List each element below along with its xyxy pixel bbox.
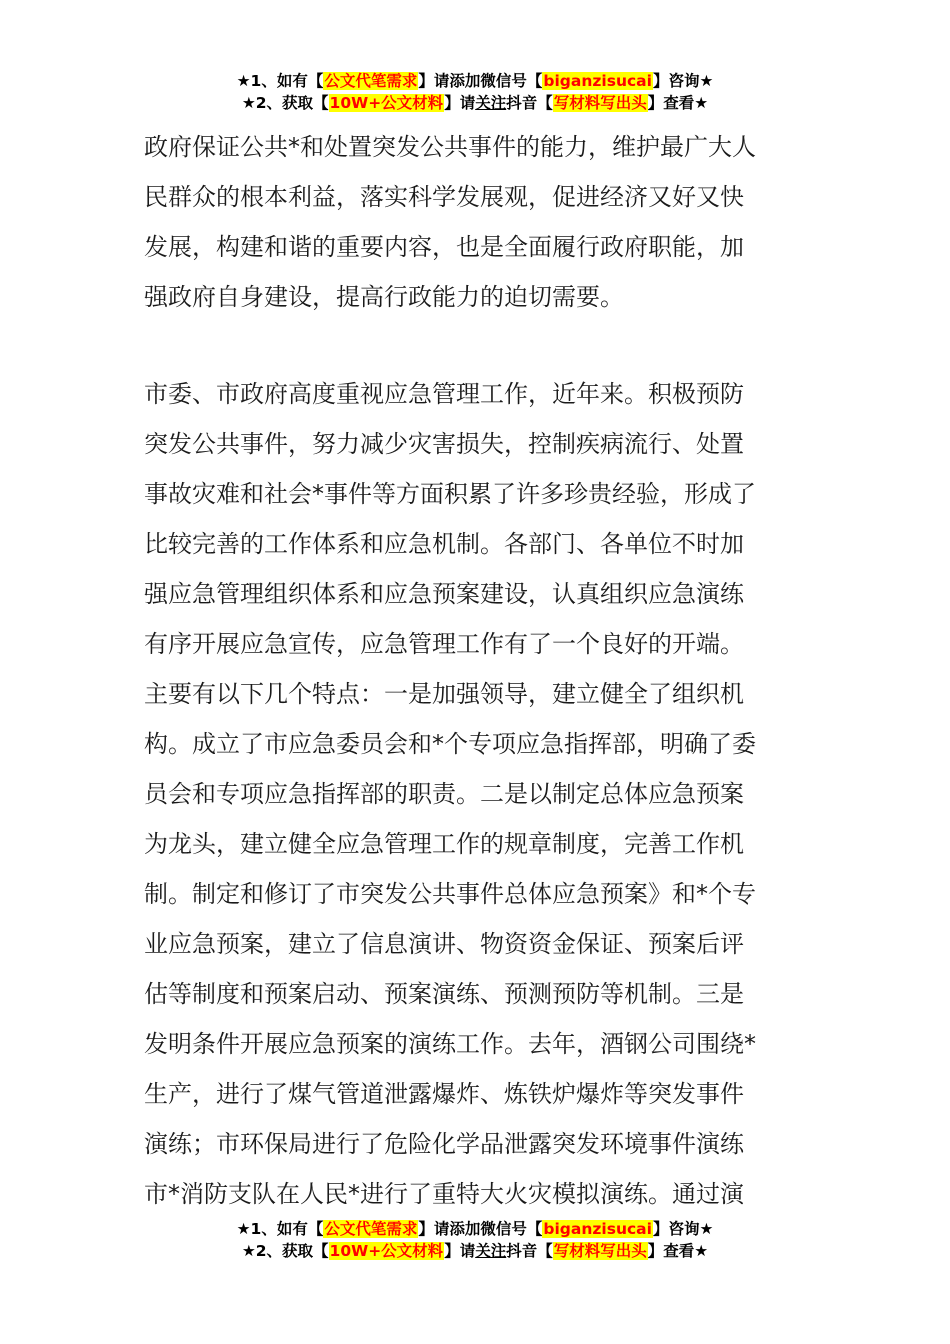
banner-text: 】请 bbox=[444, 1242, 476, 1260]
text-line: 民群众的根本利益，落实科学发展观，促进经济又好又快 bbox=[144, 183, 744, 211]
banner-text: 微信号【 bbox=[480, 1220, 543, 1238]
paragraph-1 bbox=[144, 122, 808, 322]
text-line: 有序开展应急宣传，应急管理工作有了一个良好的开端。 bbox=[144, 630, 744, 658]
text-line: 生产，进行了煤气管道泄露爆炸、炼铁炉爆炸等突发事件 bbox=[144, 1080, 744, 1108]
banner-highlight: biganzisucai bbox=[543, 1220, 652, 1238]
text-line: 发展，构建和谐的重要内容，也是全面履行政府职能，加 bbox=[144, 233, 744, 261]
banner-text: ★2、获取【 bbox=[241, 1242, 329, 1260]
text-line: 突发公共事件，努力减少灾害损失，控制疾病流行、处置 bbox=[144, 430, 744, 458]
text-line: 政府保证公共*和处置突发公共事件的能力，维护最广大人 bbox=[144, 133, 756, 161]
banner-highlight: 公文代笔需求 bbox=[324, 72, 418, 90]
banner-text: 】请 bbox=[444, 94, 476, 112]
text-line: 构。成立了市应急委员会和*个专项应急指挥部，明确了委 bbox=[144, 730, 756, 758]
banner-highlight: biganzisucai bbox=[543, 72, 652, 90]
banner-text: ★1、如有【 bbox=[236, 72, 324, 90]
banner-highlight: 10W+公文材料 bbox=[329, 1242, 444, 1260]
text-line: 发明条件开展应急预案的演练工作。去年，酒钢公司围绕* bbox=[144, 1030, 756, 1058]
text-line: 主要有以下几个特点：一是加强领导，建立健全了组织机 bbox=[144, 680, 744, 708]
banner-text: 】请添 bbox=[418, 1220, 465, 1238]
banner-text: ★1、如有【 bbox=[236, 1220, 324, 1238]
banner-line-1 bbox=[0, 70, 950, 92]
text-line: 市委、市政府高度重视应急管理工作，近年来。积极预防 bbox=[144, 380, 744, 408]
text-line: 估等制度和预案启动、预案演练、预测预防等机制。三是 bbox=[144, 980, 744, 1008]
footer-banner bbox=[0, 1218, 950, 1262]
banner-text: 】咨询★ bbox=[652, 72, 714, 90]
banner-text: 微信号【 bbox=[480, 72, 543, 90]
banner-line-2 bbox=[0, 92, 950, 114]
banner-text: 】查看★ bbox=[647, 94, 709, 112]
text-line: 演练；市环保局进行了危险化学品泄露突发环境事件演练 bbox=[144, 1130, 744, 1158]
text-line: 事故灾难和社会*事件等方面积累了许多珍贵经验，形成了 bbox=[144, 480, 756, 508]
header-banner bbox=[0, 70, 950, 114]
text-line: 强政府自身建设，提高行政能力的迫切需要。 bbox=[144, 283, 624, 311]
paragraph-2 bbox=[144, 369, 808, 1219]
text-line: 制。制定和修订了市突发公共事件总体应急预案》和*个专 bbox=[144, 880, 756, 908]
text-line: 市*消防支队在人民*进行了重特大火灾模拟演练。通过演 bbox=[144, 1180, 744, 1208]
banner-text: 抖音【 bbox=[506, 1242, 553, 1260]
text-line: 比较完善的工作体系和应急机制。各部门、各单位不时加 bbox=[144, 530, 744, 558]
banner-text: 】咨询★ bbox=[652, 1220, 714, 1238]
banner-text: 】查看★ bbox=[647, 1242, 709, 1260]
banner-highlight: 写材料写出头 bbox=[553, 94, 647, 112]
text-line: 为龙头，建立健全应急管理工作的规章制度，完善工作机 bbox=[144, 830, 744, 858]
banner-highlight: 写材料写出头 bbox=[553, 1242, 647, 1260]
banner-emphasis: 关注 bbox=[475, 94, 507, 112]
banner-text: ★2、获取【 bbox=[241, 94, 329, 112]
banner-text: 】请添 bbox=[418, 72, 465, 90]
text-line: 员会和专项应急指挥部的职责。二是以制定总体应急预案 bbox=[144, 780, 744, 808]
banner-highlight: 公文代笔需求 bbox=[324, 1220, 418, 1238]
banner-emphasis: 加 bbox=[464, 72, 481, 90]
banner-highlight: 10W+公文材料 bbox=[329, 94, 444, 112]
banner-line-1 bbox=[0, 1218, 950, 1240]
banner-text: 抖音【 bbox=[506, 94, 553, 112]
banner-line-2 bbox=[0, 1240, 950, 1262]
text-line: 业应急预案，建立了信息演讲、物资资金保证、预案后评 bbox=[144, 930, 744, 958]
banner-emphasis: 加 bbox=[464, 1220, 481, 1238]
text-line: 强应急管理组织体系和应急预案建设，认真组织应急演练 bbox=[144, 580, 744, 608]
banner-emphasis: 关注 bbox=[475, 1242, 507, 1260]
